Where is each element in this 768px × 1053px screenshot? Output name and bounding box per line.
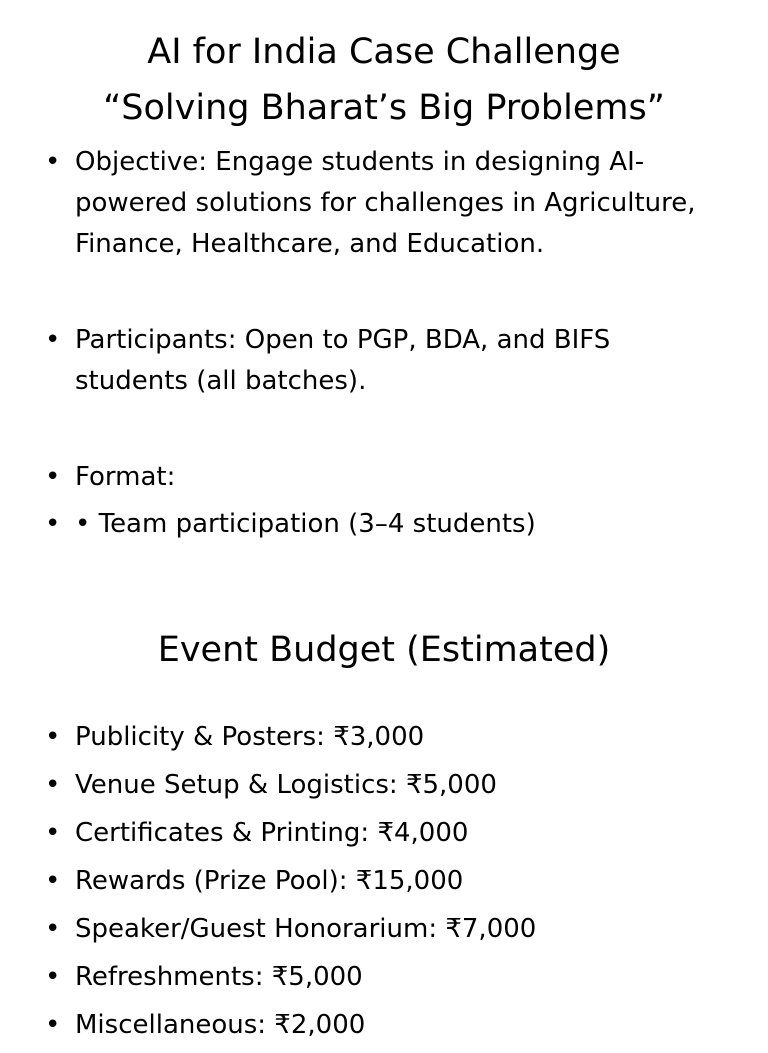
bullet-text: Speaker/Guest Honorarium: ₹7,000 [75,914,537,944]
bullet-dot-icon: • [45,325,61,355]
budget-item-publicity [45,717,698,758]
bullet-text: Certificates & Printing: ₹4,000 [75,818,469,848]
slide-event-budget [0,576,768,1040]
budget-item-certificates [45,813,698,854]
bullet-text: Rewards (Prize Pool): ₹15,000 [75,866,464,896]
bullet-format [45,457,698,498]
budget-list [45,717,698,1053]
bullet-dot-icon: • [45,770,61,800]
bullet-dot-icon: • [45,1010,61,1040]
bullet-text: Refreshments: ₹5,000 [75,962,363,992]
budget-item-rewards [45,861,698,902]
bullet-text: Format: [75,462,176,492]
slide-title [0,0,768,136]
bullet-objective [45,142,698,265]
bullet-text: Publicity & Posters: ₹3,000 [75,722,425,752]
budget-item-miscellaneous [45,1005,698,1046]
bullet-dot-icon: • [45,962,61,992]
title-line-1: AI for India Case Challenge [147,32,621,72]
bullet-text: Objective: Engage students in designing AI-powered solutions for challenges in Agriculture, Finance, Healthcare, and Education. [75,147,696,259]
bullet-text: • Team participation (3–4 students) [75,509,536,539]
bullet-participants [45,320,698,402]
bullet-list [45,142,698,551]
budget-item-venue [45,765,698,806]
bullet-text: Participants: Open to PGP, BDA, and BIFS students (all batches). [75,325,611,396]
bullet-dot-icon: • [45,147,61,177]
bullet-dot-icon: • [45,866,61,896]
slide-title: Event Budget (Estimated) [157,630,611,670]
bullet-dot-icon: • [45,462,61,492]
bullet-text: Venue Setup & Logistics: ₹5,000 [75,770,497,800]
budget-item-speaker [45,909,698,950]
bullet-dot-icon: • [45,818,61,848]
bullet-dot-icon: • [45,722,61,752]
bullet-dot-icon: • [45,509,61,539]
bullet-text: Miscellaneous: ₹2,000 [75,1010,366,1040]
title-line-2: “Solving Bharat’s Big Problems” [103,88,665,128]
bullet-team [45,504,698,545]
budget-item-refreshments [45,957,698,998]
bullet-dot-icon: • [45,914,61,944]
